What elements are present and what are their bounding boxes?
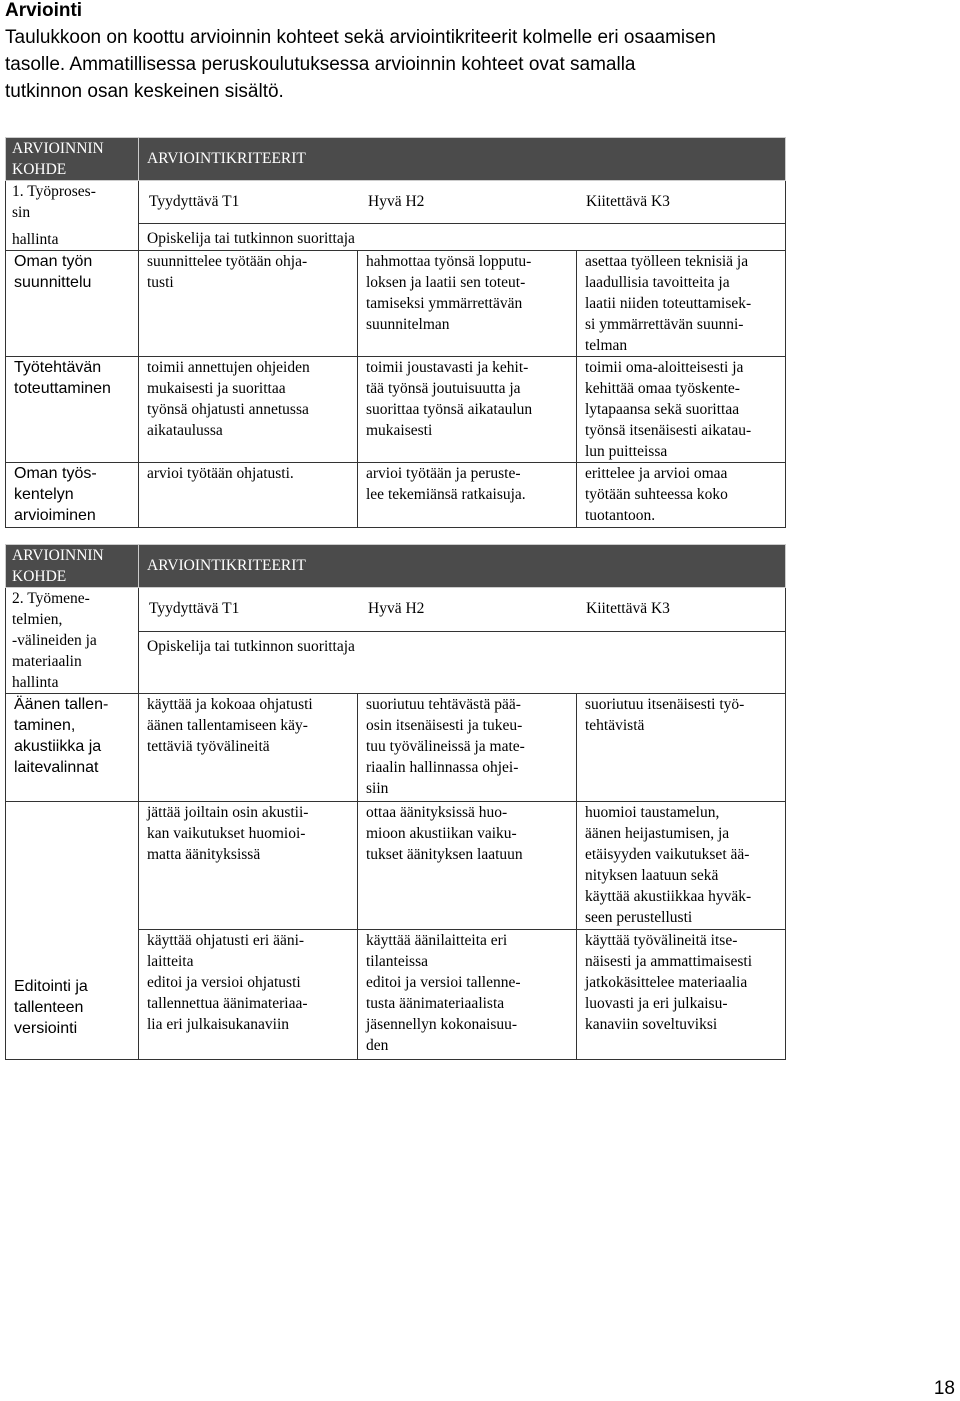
cell-k3: toimii oma-aloitteisesti ja kehittää omaa työskente- lytapaansa sekä suorittaa työnsä itsenäisesti aikatau- lun puitteissa: [577, 357, 786, 463]
cell-t1: toimii annettujen ohjeiden mukaisesti ja suorittaa työnsä ohjatusti annetussa aikataulussa: [139, 357, 358, 463]
assessment-table-2: [5, 544, 786, 1060]
header-target-cell: ARVIOINNIN KOHDE: [6, 545, 139, 588]
performer-cell: Opiskelija tai tutkinnon suorittaja: [139, 224, 786, 251]
cell-h2: suoriutuu tehtävästä pää- osin itsenäisesti ja tukeu- tuu työvälineissä ja mate- riaalin hallinnassa ohjei- siin: [358, 694, 577, 802]
table-row: [6, 694, 786, 802]
levels-cell: [139, 588, 786, 632]
cell-t1: jättää joiltain osin akustii- kan vaikutukset huomioi- matta äänityksissä: [139, 802, 358, 930]
header-criteria-cell: [139, 545, 786, 588]
cell-k3: käyttää työvälineitä itse- näisesti ja ammattimaisesti jatkokäsittelee materiaalia luovasti ja eri julkaisu- kanaviin soveltuviksi: [577, 930, 786, 1060]
cell-t1: käyttää ohjatusti eri ääni- laitteita editoi ja versioi ohjatusti tallennettua äänimateriaa- lia eri julkaisukanaviin: [139, 930, 358, 1060]
intro-line: tasolle. Ammatillisessa peruskoulutuksessa arvioinnin kohteet ovat samalla: [5, 54, 636, 75]
topic-cell: 1. Työproses- sin hallinta: [6, 181, 139, 251]
cell-k3: huomioi taustamelun, äänen heijastumisen, ja etäisyyden vaikutukset ää- nityksen laatuun sekä käyttää akustiikkaa hyväk- seen perustellusti: [577, 802, 786, 930]
criteria-label: ARVIOINTIKRITEERIT: [147, 557, 306, 574]
table-row: [6, 802, 786, 930]
cell-t1: arvioi työtään ohjatusti.: [139, 463, 358, 528]
row-target: Editointi ja tallenteen versiointi: [6, 802, 139, 1060]
cell-t1: suunnittelee työtään ohja- tusti: [139, 251, 358, 357]
cell-k3: asettaa työlleen teknisiä ja laadullisia tavoitteita ja laatii niiden toteuttamisek- si ymmärrettävän suunni- telman: [577, 251, 786, 357]
table-header-row: [6, 545, 786, 588]
topic-cell: 2. Työmene- telmien, -välineiden ja materiaalin hallinta: [6, 588, 139, 694]
level-t1: Tyydyttävä T1: [149, 193, 240, 210]
level-k3: Kiitettävä K3: [586, 193, 670, 210]
page-number: 18: [933, 1378, 955, 1399]
table-header-row: [6, 138, 786, 181]
performer-cell: Opiskelija tai tutkinnon suorittaja: [139, 632, 786, 694]
levels-row: [6, 181, 786, 224]
cell-t1: käyttää ja kokoaa ohjatusti äänen tallentamiseen käy- tettäviä työvälineitä: [139, 694, 358, 802]
header-target-cell: ARVIOINNIN KOHDE: [6, 138, 139, 181]
page-title: Arviointi: [5, 0, 83, 21]
levels-cell: [139, 181, 786, 224]
level-h2: Hyvä H2: [368, 600, 425, 617]
row-target: Äänen tallen- taminen, akustiikka ja laitevalinnat: [6, 694, 139, 802]
header-criteria-cell: [139, 138, 786, 181]
level-k3: Kiitettävä K3: [586, 600, 670, 617]
level-t1: Tyydyttävä T1: [149, 600, 240, 617]
assessment-table-1: [5, 137, 786, 528]
criteria-label: ARVIOINTIKRITEERIT: [147, 150, 306, 167]
row-target: Oman työs- kentelyn arvioiminen: [6, 463, 139, 528]
intro-line: tutkinnon osan keskeinen sisältö.: [5, 81, 284, 102]
cell-h2: arvioi työtään ja peruste- lee tekemiänsä ratkaisuja.: [358, 463, 577, 528]
table-row: [6, 251, 786, 357]
cell-k3: erittelee ja arvioi omaa työtään suhteessa koko tuotantoon.: [577, 463, 786, 528]
level-h2: Hyvä H2: [368, 193, 425, 210]
cell-h2: ottaa äänityksissä huo- mioon akustiikan vaiku- tukset äänityksen laatuun: [358, 802, 577, 930]
cell-h2: käyttää äänilaitteita eri tilanteissa editoi ja versioi tallenne- tusta äänimateriaalista jäsennellyn kokonaisuu- den: [358, 930, 577, 1060]
intro-line: Taulukkoon on koottu arvioinnin kohteet sekä arviointikriteerit kolmelle eri osaamisen: [5, 27, 716, 48]
row-target: Oman työn suunnittelu: [6, 251, 139, 357]
cell-h2: toimii joustavasti ja kehit- tää työnsä joutuisuutta ja suorittaa työnsä aikataulun mukaisesti: [358, 357, 577, 463]
row-target: Työtehtävän toteuttaminen: [6, 357, 139, 463]
table-row: [6, 463, 786, 528]
levels-row: [6, 588, 786, 632]
cell-h2: hahmottaa työnsä lopputu- loksen ja laatii sen toteut- tamiseksi ymmärrettävän suunnitelman: [358, 251, 577, 357]
cell-k3: suoriutuu itsenäisesti työ- tehtävistä: [577, 694, 786, 802]
table-row: [6, 357, 786, 463]
intro-paragraph: [5, 24, 905, 105]
